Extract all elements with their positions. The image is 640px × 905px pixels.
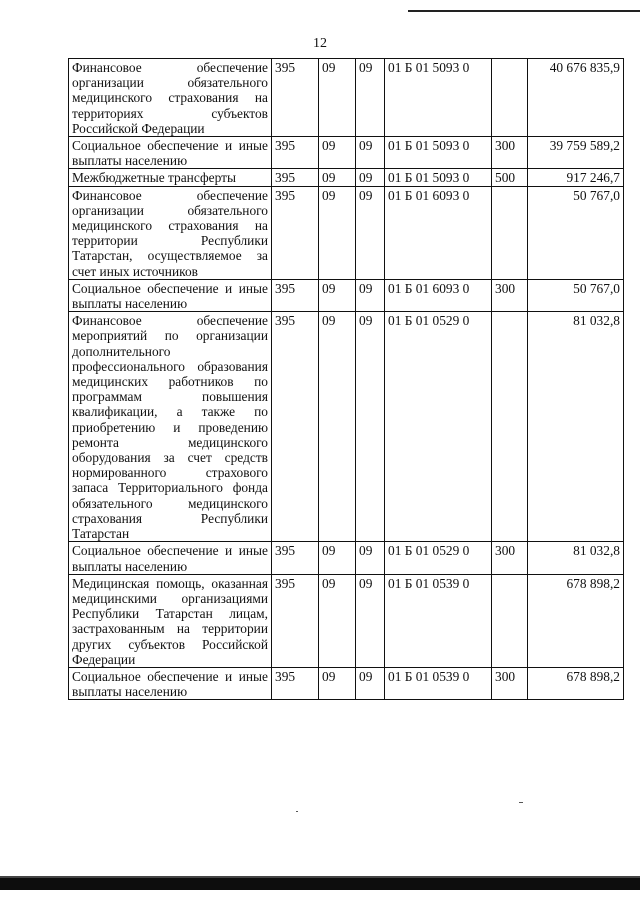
row-name-cell: Социальное обеспечение и иные выплаты населению xyxy=(69,667,272,699)
ministry-code-cell: 395 xyxy=(272,542,319,574)
expense-type-cell: 300 xyxy=(492,542,528,574)
budget-table xyxy=(68,58,624,700)
amount-cell: 917 246,7 xyxy=(528,169,624,186)
subsection-code-cell: 09 xyxy=(356,312,385,542)
row-name-cell: Межбюджетные трансферты xyxy=(69,169,272,186)
expense-type-cell: 300 xyxy=(492,137,528,169)
subsection-code-cell: 09 xyxy=(356,169,385,186)
ministry-code-cell: 395 xyxy=(272,312,319,542)
subsection-code-cell: 09 xyxy=(356,59,385,137)
expense-type-cell xyxy=(492,574,528,667)
target-article-cell: 01 Б 01 5093 0 xyxy=(385,137,492,169)
ministry-code-cell: 395 xyxy=(272,169,319,186)
amount-cell: 50 767,0 xyxy=(528,279,624,311)
table-row xyxy=(69,312,624,542)
section-code-cell: 09 xyxy=(319,169,356,186)
ministry-code-cell: 395 xyxy=(272,186,319,279)
top-rule xyxy=(408,10,640,12)
target-article-cell: 01 Б 01 0529 0 xyxy=(385,312,492,542)
section-code-cell: 09 xyxy=(319,542,356,574)
row-name-cell: Социальное обеспечение и иные выплаты населению xyxy=(69,279,272,311)
target-article-cell: 01 Б 01 0529 0 xyxy=(385,542,492,574)
section-code-cell: 09 xyxy=(319,137,356,169)
subsection-code-cell: 09 xyxy=(356,667,385,699)
subsection-code-cell: 09 xyxy=(356,137,385,169)
row-name-cell: Социальное обеспечение и иные выплаты населению xyxy=(69,137,272,169)
table-row xyxy=(69,667,624,699)
amount-cell: 40 676 835,9 xyxy=(528,59,624,137)
row-name-cell: Медицинская помощь, оказанная медицинскими организациями Республики Татарстан лицам, застрахованным на территории других субъектов Российской Федерации xyxy=(69,574,272,667)
target-article-cell: 01 Б 01 0539 0 xyxy=(385,574,492,667)
subsection-code-cell: 09 xyxy=(356,574,385,667)
table-row xyxy=(69,137,624,169)
table-row xyxy=(69,574,624,667)
amount-cell: 678 898,2 xyxy=(528,574,624,667)
scan-band xyxy=(0,878,640,890)
expense-type-cell: 300 xyxy=(492,667,528,699)
scan-speck xyxy=(296,811,298,812)
amount-cell: 678 898,2 xyxy=(528,667,624,699)
table-body xyxy=(69,59,624,700)
table-row xyxy=(69,279,624,311)
amount-cell: 50 767,0 xyxy=(528,186,624,279)
ministry-code-cell: 395 xyxy=(272,667,319,699)
section-code-cell: 09 xyxy=(319,59,356,137)
expense-type-cell: 300 xyxy=(492,279,528,311)
target-article-cell: 01 Б 01 5093 0 xyxy=(385,169,492,186)
section-code-cell: 09 xyxy=(319,574,356,667)
target-article-cell: 01 Б 01 0539 0 xyxy=(385,667,492,699)
page-number: 12 xyxy=(313,36,327,51)
amount-cell: 81 032,8 xyxy=(528,542,624,574)
scan-speck xyxy=(519,802,523,803)
table-row xyxy=(69,169,624,186)
expense-type-cell: 500 xyxy=(492,169,528,186)
row-name-cell: Финансовое обеспечение организации обязательного медицинского страхования на территориях субъектов Российской Федерации xyxy=(69,59,272,137)
section-code-cell: 09 xyxy=(319,667,356,699)
section-code-cell: 09 xyxy=(319,186,356,279)
table-row xyxy=(69,59,624,137)
ministry-code-cell: 395 xyxy=(272,59,319,137)
ministry-code-cell: 395 xyxy=(272,137,319,169)
section-code-cell: 09 xyxy=(319,312,356,542)
target-article-cell: 01 Б 01 5093 0 xyxy=(385,59,492,137)
table-row xyxy=(69,186,624,279)
subsection-code-cell: 09 xyxy=(356,542,385,574)
expense-type-cell xyxy=(492,186,528,279)
target-article-cell: 01 Б 01 6093 0 xyxy=(385,186,492,279)
section-code-cell: 09 xyxy=(319,279,356,311)
row-name-cell: Социальное обеспечение и иные выплаты населению xyxy=(69,542,272,574)
subsection-code-cell: 09 xyxy=(356,279,385,311)
ministry-code-cell: 395 xyxy=(272,279,319,311)
table-row xyxy=(69,542,624,574)
target-article-cell: 01 Б 01 6093 0 xyxy=(385,279,492,311)
expense-type-cell xyxy=(492,312,528,542)
row-name-cell: Финансовое обеспечение мероприятий по организации дополнительного профессионального образования медицинских работников по программам повышения квалификации, а также по приобретению и проведению ремонта медицинского оборудования за счет средств нормированного страхового запаса Территориального фонда обязательного медицинского страхования Республики Татарстан xyxy=(69,312,272,542)
subsection-code-cell: 09 xyxy=(356,186,385,279)
expense-type-cell xyxy=(492,59,528,137)
amount-cell: 81 032,8 xyxy=(528,312,624,542)
row-name-cell: Финансовое обеспечение организации обязательного медицинского страхования на территории Республики Татарстан, осуществляемое за счет иных источников xyxy=(69,186,272,279)
amount-cell: 39 759 589,2 xyxy=(528,137,624,169)
ministry-code-cell: 395 xyxy=(272,574,319,667)
